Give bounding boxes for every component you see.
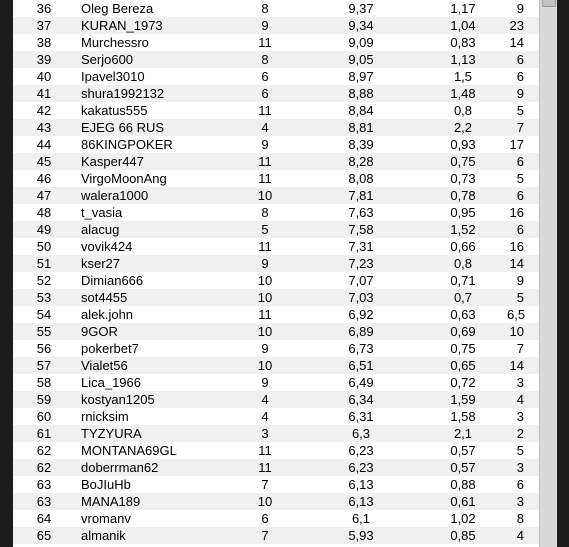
ratio-cell: 2,2 (453, 120, 473, 135)
rank-cell: 47 (36, 188, 52, 203)
rank-cell: 48 (36, 205, 52, 220)
player-name-cell: Vialet56 (81, 358, 128, 373)
table-row[interactable] (13, 510, 539, 527)
score-cell: 6,73 (348, 341, 374, 356)
value-cell: 6 (516, 477, 524, 492)
table-row[interactable] (13, 391, 539, 408)
table-row[interactable] (13, 527, 539, 544)
rank-cell: 63 (36, 477, 52, 492)
ratio-cell: 1,52 (450, 222, 476, 237)
score-cell: 6,31 (348, 409, 374, 424)
player-name-cell: Oleg Bereza (81, 1, 154, 16)
player-name-cell: Dimian666 (81, 273, 144, 288)
score-cell: 9,09 (348, 35, 374, 50)
leaderboard-table-area (13, 0, 539, 547)
leaderboard-table (13, 0, 539, 544)
games-cell: 8 (261, 52, 269, 67)
player-name-cell: pokerbet7 (81, 341, 139, 356)
games-cell: 10 (257, 290, 273, 305)
games-cell: 7 (261, 477, 269, 492)
ratio-cell: 0,8 (453, 103, 473, 118)
table-row[interactable] (13, 476, 539, 493)
ratio-cell: 0,72 (450, 375, 476, 390)
games-cell: 6 (261, 69, 269, 84)
score-cell: 8,88 (348, 86, 374, 101)
player-name-cell: vovik424 (81, 239, 133, 254)
player-name-cell: Murchessro (81, 35, 149, 50)
score-cell: 7,23 (348, 256, 374, 271)
rank-cell: 53 (36, 290, 52, 305)
games-cell: 5 (261, 222, 269, 237)
games-cell: 8 (261, 1, 269, 16)
value-cell: 6 (516, 52, 524, 67)
rank-cell: 37 (36, 18, 52, 33)
rank-cell: 65 (36, 528, 52, 543)
player-name-cell: EJEG 66 RUS (81, 120, 165, 135)
rank-cell: 62 (36, 443, 52, 458)
games-cell: 10 (257, 273, 273, 288)
ratio-cell: 0,95 (450, 205, 476, 220)
score-cell: 7,07 (348, 273, 374, 288)
ratio-cell: 0,65 (450, 358, 476, 373)
rank-cell: 43 (36, 120, 52, 135)
score-cell: 8,81 (348, 120, 374, 135)
games-cell: 9 (261, 137, 269, 152)
games-cell: 11 (258, 443, 272, 458)
value-cell: 9 (516, 273, 524, 288)
player-name-cell: Serjo600 (81, 52, 134, 67)
ratio-cell: 1,13 (450, 52, 476, 67)
rank-cell: 58 (36, 375, 52, 390)
ratio-cell: 0,57 (450, 443, 476, 458)
player-name-cell: t_vasia (81, 205, 123, 220)
player-name-cell: MONTANA69GL (81, 443, 177, 458)
table-row[interactable] (13, 442, 539, 459)
table-row[interactable] (13, 85, 539, 102)
table-row[interactable] (13, 289, 539, 306)
table-row[interactable] (13, 102, 539, 119)
value-cell: 6 (516, 222, 524, 237)
score-cell: 8,39 (348, 137, 374, 152)
table-row[interactable] (13, 0, 539, 17)
games-cell: 4 (261, 120, 269, 135)
value-cell: 3 (516, 460, 524, 475)
rank-cell: 62 (36, 460, 52, 475)
rank-cell: 60 (36, 409, 52, 424)
games-cell: 10 (257, 494, 273, 509)
value-cell: 4 (516, 392, 524, 407)
score-cell: 7,63 (348, 205, 374, 220)
table-row[interactable] (13, 68, 539, 85)
score-cell: 6,23 (348, 460, 374, 475)
rank-cell: 52 (36, 273, 52, 288)
value-cell: 5 (516, 171, 524, 186)
rank-cell: 59 (36, 392, 52, 407)
ratio-cell: 0,71 (450, 273, 476, 288)
leaderboard-table-body (13, 0, 539, 544)
games-cell: 9 (261, 18, 269, 33)
table-row[interactable] (13, 204, 539, 221)
rank-cell: 45 (36, 154, 52, 169)
value-cell: 4 (516, 528, 524, 543)
games-cell: 10 (257, 324, 273, 339)
games-cell: 3 (261, 426, 269, 441)
table-row[interactable] (13, 493, 539, 510)
ratio-cell: 0,75 (450, 341, 476, 356)
scrollbar-thumb[interactable] (542, 0, 556, 7)
player-name-cell: MANA189 (81, 494, 141, 509)
player-name-cell: TYZYURA (81, 426, 142, 441)
games-cell: 9 (261, 341, 269, 356)
ratio-cell: 0,66 (450, 239, 476, 254)
player-name-cell: kostyan1205 (81, 392, 155, 407)
value-cell: 23 (509, 18, 524, 33)
value-cell: 6,5 (507, 307, 526, 322)
ratio-cell: 0,78 (450, 188, 476, 203)
score-cell: 6,13 (348, 494, 374, 509)
player-name-cell: walera1000 (81, 188, 149, 203)
games-cell: 6 (261, 86, 269, 101)
ratio-cell: 0,88 (450, 477, 476, 492)
table-row[interactable] (13, 357, 539, 374)
value-cell: 14 (509, 256, 524, 271)
score-cell: 6,51 (348, 358, 374, 373)
player-name-cell: alacug (81, 222, 120, 237)
games-cell: 11 (258, 171, 272, 186)
ratio-cell: 0,73 (450, 171, 476, 186)
games-cell: 9 (261, 256, 269, 271)
ratio-cell: 1,02 (450, 511, 476, 526)
player-name-cell: Lica_1966 (81, 375, 141, 390)
score-cell: 9,37 (348, 1, 374, 16)
games-cell: 11 (258, 307, 272, 322)
player-name-cell: shura1992132 (81, 86, 165, 101)
value-cell: 17 (509, 137, 524, 152)
table-row[interactable] (13, 323, 539, 340)
table-row[interactable] (13, 136, 539, 153)
ratio-cell: 0,93 (450, 137, 476, 152)
value-cell: 3 (516, 409, 524, 424)
player-name-cell: almanik (81, 528, 126, 543)
games-cell: 10 (257, 358, 273, 373)
score-cell: 5,93 (348, 528, 374, 543)
rank-cell: 57 (36, 358, 52, 373)
rank-cell: 64 (36, 511, 52, 526)
rank-cell: 56 (36, 341, 52, 356)
table-row[interactable] (13, 51, 539, 68)
ratio-cell: 0,61 (450, 494, 476, 509)
games-cell: 10 (257, 188, 273, 203)
score-cell: 6,89 (348, 324, 374, 339)
rank-cell: 36 (36, 1, 52, 16)
value-cell: 10 (509, 324, 524, 339)
score-cell: 6,49 (348, 375, 374, 390)
value-cell: 2 (516, 426, 524, 441)
player-name-cell: Kasper447 (81, 154, 144, 169)
player-name-cell: doberrman62 (81, 460, 159, 475)
score-cell: 8,08 (348, 171, 374, 186)
rank-cell: 42 (36, 103, 52, 118)
player-name-cell: VirgoMoonAng (81, 171, 167, 186)
table-row[interactable] (13, 306, 539, 323)
value-cell: 14 (509, 358, 524, 373)
table-row[interactable] (13, 170, 539, 187)
ratio-cell: 0,8 (453, 256, 473, 271)
player-name-cell: 86KINGPOKER (81, 137, 173, 152)
table-row[interactable] (13, 153, 539, 170)
player-name-cell: KURAN_1973 (81, 18, 163, 33)
score-cell: 6,3 (351, 426, 371, 441)
vertical-scrollbar[interactable] (539, 0, 557, 547)
value-cell: 8 (516, 511, 524, 526)
table-row[interactable] (13, 221, 539, 238)
score-cell: 7,03 (348, 290, 374, 305)
games-cell: 9 (261, 375, 269, 390)
player-name-cell: rnicksim (81, 409, 129, 424)
ratio-cell: 1,48 (450, 86, 476, 101)
score-cell: 6,23 (348, 443, 374, 458)
table-row[interactable] (13, 187, 539, 204)
value-cell: 7 (516, 341, 524, 356)
value-cell: 3 (516, 494, 524, 509)
table-row[interactable] (13, 17, 539, 34)
value-cell: 9 (516, 1, 524, 16)
games-cell: 4 (261, 409, 269, 424)
player-name-cell: 9GOR (81, 324, 118, 339)
ratio-cell: 1,17 (450, 1, 476, 16)
score-cell: 6,92 (348, 307, 374, 322)
score-cell: 9,05 (348, 52, 374, 67)
ratio-cell: 0,57 (450, 460, 476, 475)
games-cell: 6 (261, 511, 269, 526)
table-row[interactable] (13, 425, 539, 442)
games-cell: 4 (261, 392, 269, 407)
rank-cell: 40 (36, 69, 52, 84)
value-cell: 6 (516, 188, 524, 203)
score-cell: 8,28 (348, 154, 374, 169)
table-row[interactable] (13, 34, 539, 51)
score-cell: 6,13 (348, 477, 374, 492)
value-cell: 6 (516, 69, 524, 84)
rank-cell: 38 (36, 35, 52, 50)
value-cell: 5 (516, 443, 524, 458)
rank-cell: 63 (36, 494, 52, 509)
table-row[interactable] (13, 272, 539, 289)
rank-cell: 44 (36, 137, 52, 152)
table-row[interactable] (13, 119, 539, 136)
ratio-cell: 1,04 (450, 18, 476, 33)
score-cell: 7,31 (348, 239, 374, 254)
value-cell: 3 (516, 375, 524, 390)
table-row[interactable] (13, 374, 539, 391)
value-cell: 6 (516, 154, 524, 169)
games-cell: 11 (258, 239, 272, 254)
value-cell: 16 (509, 205, 524, 220)
games-cell: 11 (258, 35, 272, 50)
games-cell: 7 (261, 528, 269, 543)
rank-cell: 41 (36, 86, 52, 101)
player-name-cell: vromanv (81, 511, 131, 526)
player-name-cell: sot4455 (81, 290, 128, 305)
rank-cell: 49 (36, 222, 52, 237)
score-cell: 7,81 (348, 188, 374, 203)
value-cell: 14 (509, 35, 524, 50)
player-name-cell: Ipavel3010 (81, 69, 145, 84)
games-cell: 11 (258, 154, 272, 169)
ratio-cell: 1,59 (450, 392, 476, 407)
score-cell: 8,84 (348, 103, 374, 118)
ratio-cell: 1,58 (450, 409, 476, 424)
value-cell: 5 (516, 290, 524, 305)
rank-cell: 51 (36, 256, 52, 271)
value-cell: 7 (516, 120, 524, 135)
player-name-cell: alek.john (81, 307, 134, 322)
ratio-cell: 1,5 (453, 69, 473, 84)
ratio-cell: 0,85 (450, 528, 476, 543)
table-row[interactable] (13, 238, 539, 255)
games-cell: 11 (258, 460, 272, 475)
score-cell: 6,34 (348, 392, 374, 407)
player-name-cell: kakatus555 (81, 103, 148, 118)
rank-cell: 50 (36, 239, 52, 254)
table-row[interactable] (13, 408, 539, 425)
rank-cell: 61 (36, 426, 52, 441)
score-cell: 9,34 (348, 18, 374, 33)
rank-cell: 55 (36, 324, 52, 339)
table-row[interactable] (13, 255, 539, 272)
ratio-cell: 0,63 (450, 307, 476, 322)
ratio-cell: 2,1 (453, 426, 473, 441)
value-cell: 16 (509, 239, 524, 254)
score-cell: 7,58 (348, 222, 374, 237)
rank-cell: 46 (36, 171, 52, 186)
table-row[interactable] (13, 340, 539, 357)
value-cell: 5 (516, 103, 524, 118)
score-cell: 6,1 (351, 511, 371, 526)
score-cell: 8,97 (348, 69, 374, 84)
ratio-cell: 0,75 (450, 154, 476, 169)
games-cell: 11 (258, 103, 272, 118)
rank-cell: 39 (36, 52, 52, 67)
ratio-cell: 0,7 (453, 290, 473, 305)
table-row[interactable] (13, 459, 539, 476)
ratio-cell: 0,69 (450, 324, 476, 339)
games-cell: 8 (261, 205, 269, 220)
player-name-cell: BoJIuHb (81, 477, 131, 492)
window-right-edge (557, 0, 569, 547)
ratio-cell: 0,83 (450, 35, 476, 50)
rank-cell: 54 (36, 307, 52, 322)
player-name-cell: kser27 (81, 256, 121, 271)
value-cell: 9 (516, 86, 524, 101)
